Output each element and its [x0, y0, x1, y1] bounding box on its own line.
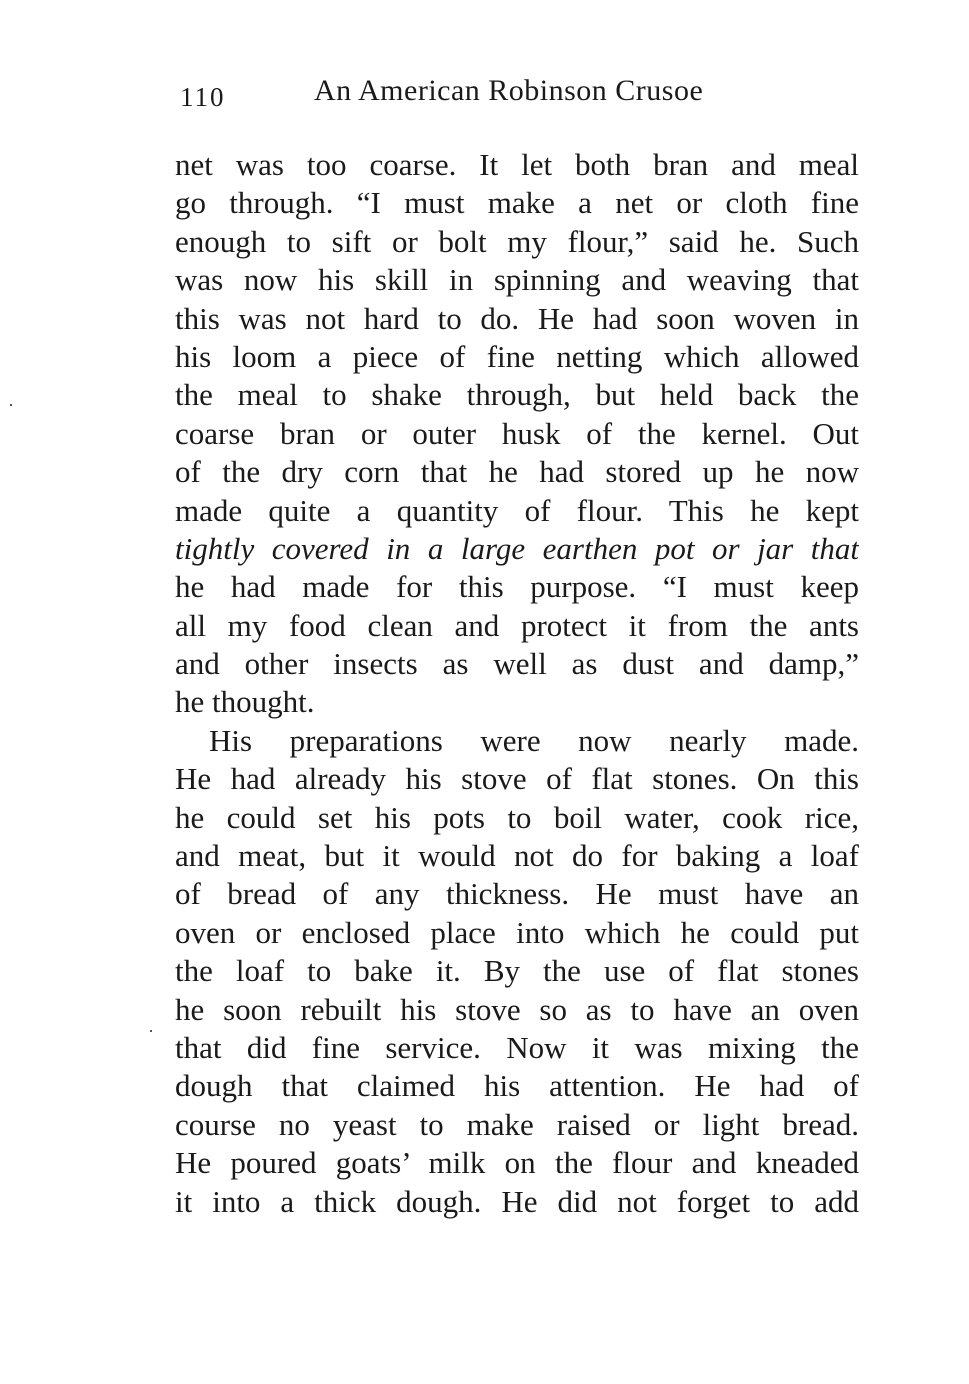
- text-line: all my food clean and protect it from the ants: [175, 607, 859, 643]
- text-line: made quite a quantity of flour. This he kept: [175, 492, 859, 528]
- text-line: he had made for this purpose. “I must keep: [175, 569, 859, 605]
- text-line: the meal to shake through, but held back the: [175, 377, 859, 413]
- text-line: He poured goats’ milk on the flour and kneaded: [175, 1145, 859, 1181]
- text-line: that did fine service. Now it was mixing the: [175, 1029, 859, 1065]
- body-text: [175, 146, 859, 1221]
- text-line: dough that claimed his attention. He had of: [175, 1068, 859, 1104]
- page-header: [180, 74, 860, 118]
- text-line: He had already his stove of flat stones. On this: [175, 761, 859, 797]
- text-line: he could set his pots to boil water, cook rice,: [175, 799, 859, 835]
- scan-speck: [10, 404, 12, 406]
- text-line: oven or enclosed place into which he could put: [175, 914, 859, 950]
- text-line: was now his skill in spinning and weaving that: [175, 262, 859, 298]
- text-line: net was too coarse. It let both bran and meal: [175, 147, 859, 182]
- text-line: he thought.: [175, 684, 315, 720]
- text-line: go through. “I must make a net or cloth fine: [175, 185, 859, 221]
- text-line: the loaf to bake it. By the use of flat stones: [175, 953, 859, 989]
- text-line: of bread of any thickness. He must have an: [175, 876, 859, 912]
- text-line: it into a thick dough. He did not forget to add: [175, 1183, 859, 1219]
- text-line: of the dry corn that he had stored up he now: [175, 454, 859, 490]
- text-line: and meat, but it would not do for baking a loaf: [175, 838, 859, 874]
- text-line: enough to sift or bolt my flour,” said he. Such: [175, 223, 859, 259]
- text-line: coarse bran or outer husk of the kernel. Out: [175, 415, 859, 451]
- text-line: and other insects as well as dust and damp,”: [175, 646, 859, 682]
- text-line: this was not hard to do. He had soon woven in: [175, 300, 859, 336]
- text-line: his loom a piece of fine netting which allowed: [175, 338, 859, 374]
- text-line: tightly covered in a large earthen pot or jar that: [175, 530, 859, 566]
- text-line: he soon rebuilt his stove so as to have an oven: [175, 991, 859, 1027]
- text-line: course no yeast to make raised or light bread.: [175, 1106, 859, 1142]
- running-title: An American Robinson Crusoe: [314, 74, 704, 107]
- page-number: 110: [180, 82, 226, 112]
- text-line: His preparations were now nearly made.: [209, 722, 859, 758]
- scan-speck: [150, 1030, 152, 1032]
